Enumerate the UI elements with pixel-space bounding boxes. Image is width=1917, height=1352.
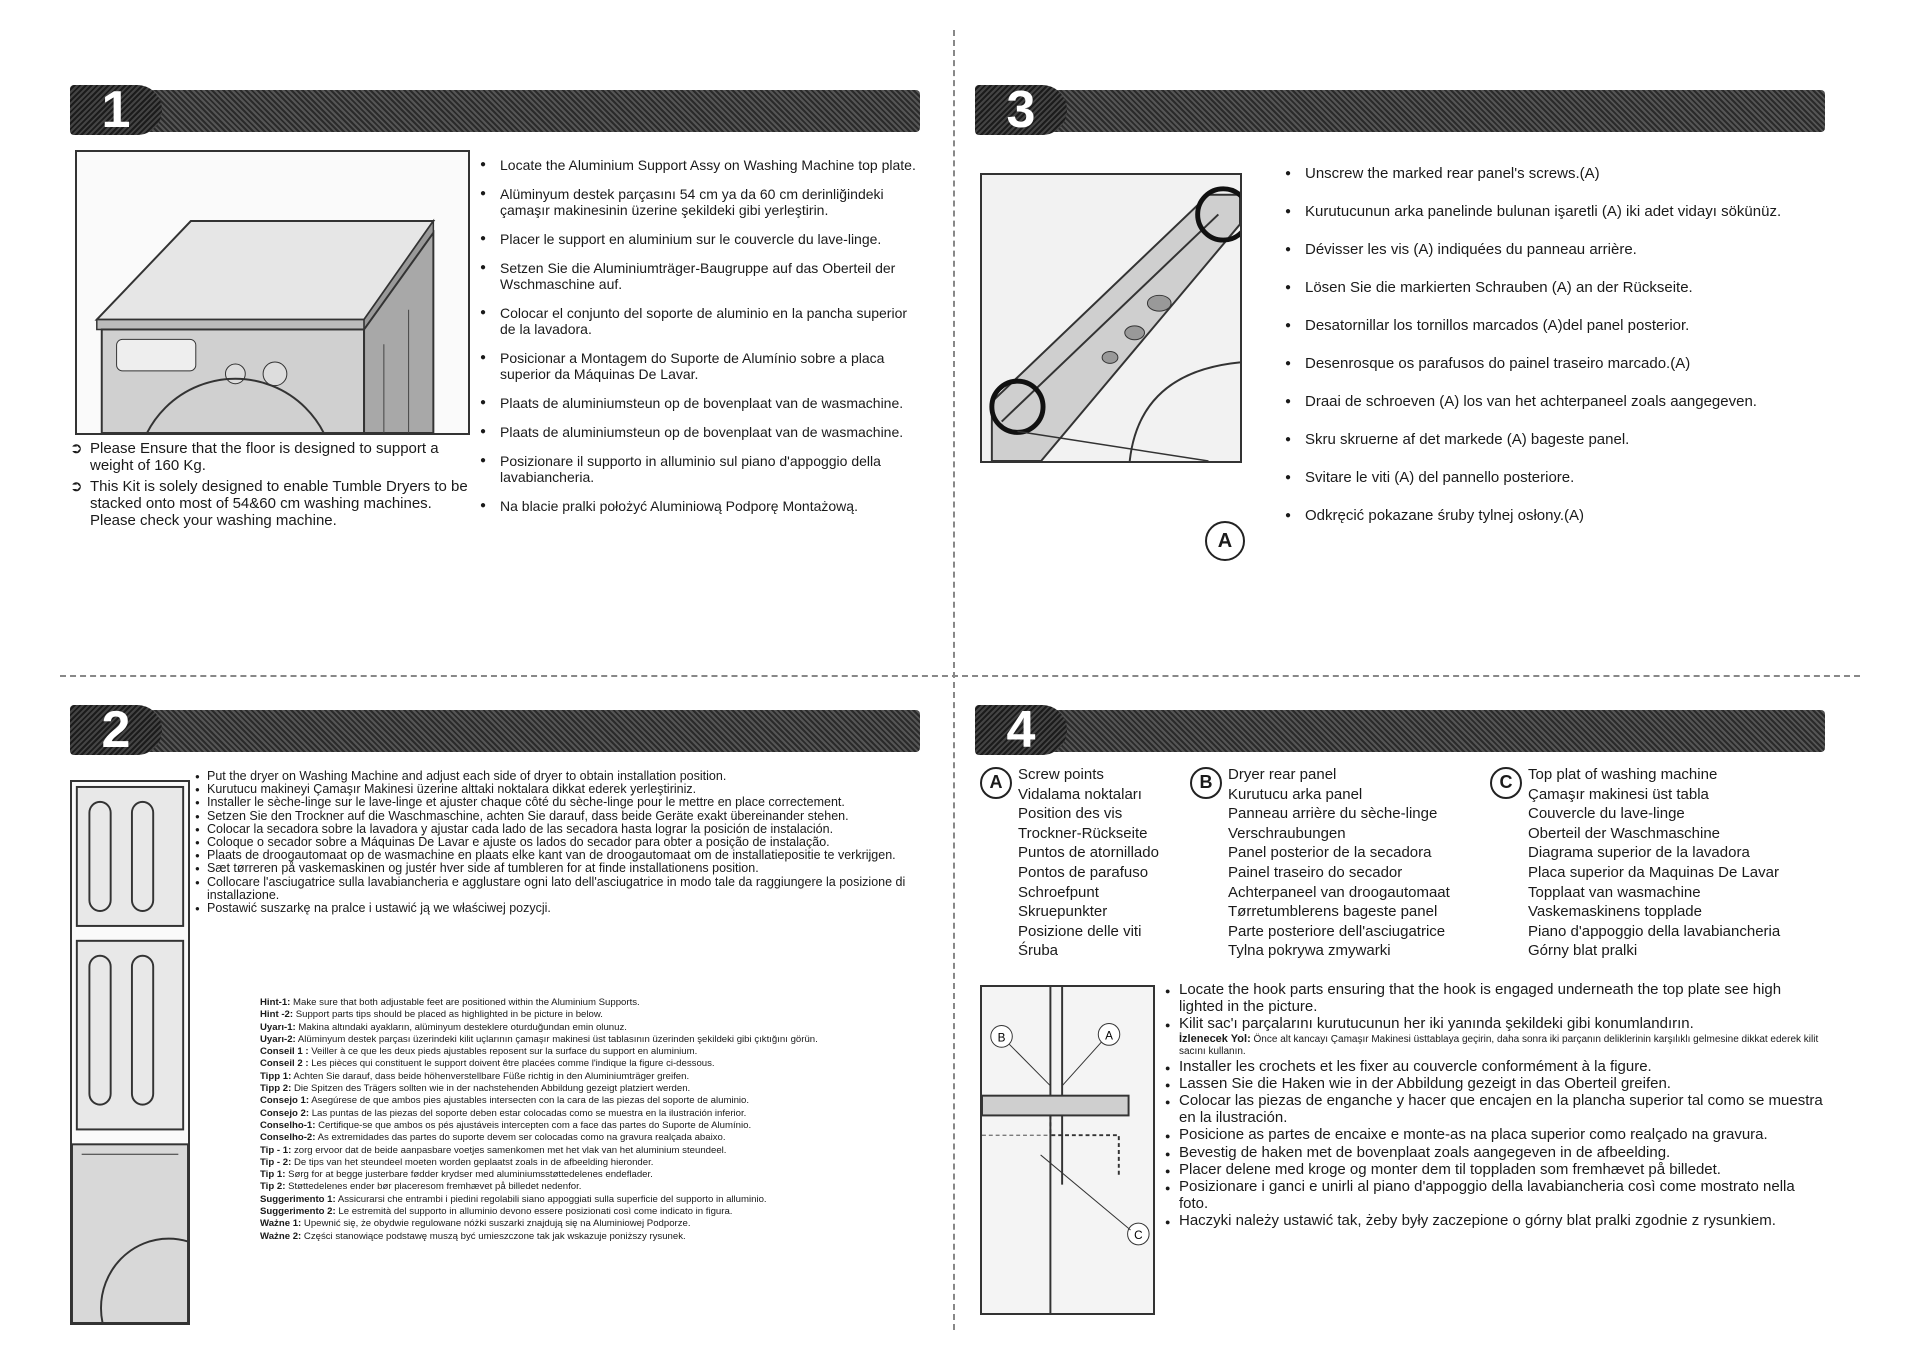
instruction-it: ● Collocare l'asciugatrice sulla lavabiancheria e agglustare ogni lato dell'asciugatrice in modo tale da raggiungere la posizione di installazione. — [195, 876, 920, 902]
instruction-es: ● Colocar la secadora sobre la lavadora y ajustar cada lado de las secadora hasta lograr la posición de instalación. — [195, 823, 920, 836]
legend-b — [1190, 765, 1480, 961]
callout-a: A — [1205, 521, 1245, 561]
instruction-tr: ● Kilit sac'ı parçalarını kurutucunun her iki yanında şekildeki gibi konumlandırın. İzlenecek Yol: Önce alt kancayı Çamaşır Makinesi üsttablaya geçirin, daha sonra iki parçanın deliklerinin karşılıklı gelmesine dikkat ederek kilit sacını kullanın. — [1165, 1015, 1825, 1057]
instruction-da: ● Skru skruerne af det markede (A) bageste panel. — [1285, 431, 1825, 449]
tr-sub-note: İzlenecek Yol: Önce alt kancayı Çamaşır Makinesi üsttablaya geçirin, daha sonra iki parçanın deliklerinin karşılıklı gelmesine dikkat ederek kilit sacını kullanın. — [1179, 1032, 1819, 1057]
legend-item: Puntos de atornillado — [1018, 844, 1159, 862]
instruction-fr: ● Installer les crochets et les fixer au couvercle conformément à la figure. — [1165, 1058, 1825, 1075]
hint-row: Tip - 2: De tips van het steundeel moeten worden geplaatst zoals in de afbeelding hieronder. — [260, 1156, 654, 1168]
legend-a — [980, 765, 1220, 961]
legend-item: Screw points — [1018, 766, 1104, 783]
legend-item: Górny blat pralki — [1528, 942, 1638, 960]
step-1-notes — [70, 440, 470, 533]
instruction-en: ● Locate the Aluminium Support Assy on Washing Machine top plate. — [480, 157, 920, 173]
instruction-it: ● Posizionare il supporto in alluminio sul piano d'appoggio della lavabiancheria. — [480, 453, 920, 485]
legend-letter: A — [980, 767, 1012, 799]
hint-row: Ważne 2: Części stanowiące podstawę muszą być umieszczone tak jak wskazuje poniższy rysunek. — [260, 1230, 686, 1242]
legend-item: Position des vis — [1018, 805, 1123, 823]
legend-item: Topplaat van wasmachine — [1528, 883, 1701, 901]
instruction-es: ● Desatornillar los tornillos marcados (A)del panel posterior. — [1285, 317, 1825, 335]
step-2-hints — [260, 997, 920, 1243]
hint-row: Suggerimento 2: Le estremità del supporto in alluminio devono essere posizionati così come indicato in figura. — [260, 1206, 733, 1218]
instruction-pl: ● Postawić suszarkę na pralce i ustawić ją we właściwej pozycji. — [195, 902, 920, 915]
legend-item: Dryer rear panel — [1228, 766, 1337, 783]
hook-detail-illustration — [980, 985, 1155, 1315]
header-bar — [145, 90, 920, 132]
svg-text:B: B — [997, 1031, 1006, 1045]
step-number: 2 — [70, 705, 162, 755]
hint-row: Tipp 1: Achten Sie darauf, dass beide höhenverstellbare Füße richtig in den Aluminiumträger greifen. — [260, 1070, 690, 1082]
header-bar — [1050, 710, 1825, 752]
kit-compatibility-note: ➲ This Kit is solely designed to enable Tumble Dryers to be stacked onto most of 54&60 cm washing machines. Please check your washing machine. — [70, 478, 470, 529]
hint-row: Uyarı-1: Makina altındaki ayakların, alüminyum desteklere oturduğundan emin olunuz. — [260, 1021, 627, 1033]
instruction-de: ● Setzen Sie den Trockner auf die Waschmaschine, achten Sie darauf, dass beide Geräte exakt übereinander stehen. — [195, 810, 920, 823]
instruction-it: ● Posizionare i ganci e unirli al piano d'appoggio della lavabiancheria così come mostrato nella foto. — [1165, 1178, 1825, 1212]
legend-item: Panel posterior de la secadora — [1228, 844, 1432, 862]
instruction-it: ● Svitare le viti (A) del pannello posteriore. — [1285, 469, 1825, 487]
instruction-pl: ● Haczyki należy ustawić tak, żeby były zaczepione o górny blat pralki zgodnie z rysunkiem. — [1165, 1212, 1825, 1229]
svg-text:C: C — [1134, 1228, 1143, 1242]
legend-item: Verschraubungen — [1228, 824, 1346, 842]
hint-row: Consejo 1: Asegúrese de que ambos pies ajustables intersecten con la cara de las piezas del soporte de aluminio. — [260, 1095, 750, 1107]
instruction-de: ● Setzen Sie die Aluminiumträger-Baugruppe auf das Oberteil der Wschmaschine auf. — [480, 260, 920, 292]
legend-item: Trockner-Rückseite — [1018, 824, 1148, 842]
instruction-en: ● Unscrew the marked rear panel's screws.(A) — [1285, 165, 1825, 183]
dryer-rear-panel-illustration — [980, 173, 1242, 463]
hint-row: Suggerimento 1: Assicurarsi che entrambi i piedini regolabili siano appoggiati sulla superficie del supporto in alluminio. — [260, 1193, 767, 1205]
step-number: 1 — [70, 85, 162, 135]
instruction-pl: ● Odkręcić pokazane śruby tylnej osłony.(A) — [1285, 507, 1825, 525]
legend-item: Panneau arrière du sèche-linge — [1228, 805, 1438, 823]
legend-item: Posizione delle viti — [1018, 922, 1142, 940]
hint-row: Hint-1: Make sure that both adjustable feet are positioned within the Aluminium Supports. — [260, 997, 640, 1008]
step-number: 4 — [975, 705, 1067, 755]
legend-item: Parte posteriore dell'asciugatrice — [1228, 922, 1446, 940]
hint-row: Tipp 2: Die Spitzen des Trägers sollten wie in der nachstehenden Abbildung gezeigt platziert werden. — [260, 1083, 691, 1095]
legend-c — [1490, 765, 1830, 961]
legend-item: Painel traseiro do secador — [1228, 863, 1403, 881]
legend-item: Oberteil der Waschmaschine — [1528, 824, 1721, 842]
hint-row: Tip 2: Støttedelenes ender bør placeresom fremhævet på billedet nedenfor. — [260, 1181, 582, 1193]
instruction-de: ● Lassen Sie die Haken wie in der Abbildung gezeigt in das Oberteil greifen. — [1165, 1075, 1825, 1092]
hint-row: Conseil 2 : Les pièces qui constituent le support doivent être placées comme l'indique la figure ci-dessous. — [260, 1058, 715, 1070]
vertical-cut-line — [953, 30, 955, 1330]
hint-row: Ważne 1: Upewnić się, że obydwie regulowane nóżki suszarki znajdują się na Aluminiowej Podporze. — [260, 1218, 691, 1230]
legend-letter: B — [1190, 767, 1222, 799]
legend-item: Diagrama superior de la lavadora — [1528, 844, 1750, 862]
instruction-pt: ● Posicione as partes de encaixe e monte-as na placa superior como realçado na gravura. — [1165, 1126, 1825, 1143]
legend-item: Kurutucu arka panel — [1228, 785, 1363, 803]
legend-item: Piano d'appoggio della lavabiancheria — [1528, 922, 1781, 940]
instruction-nl: ● Bevestig de haken met de bovenplaat zoals aangegeven in de afbeelding. — [1165, 1144, 1825, 1161]
step-2-header — [70, 701, 920, 759]
step-4-instructions — [1165, 981, 1825, 1230]
legend-item: Skruepunkter — [1018, 903, 1108, 921]
step-3-header — [975, 81, 1825, 139]
svg-text:A: A — [1105, 1029, 1113, 1043]
instruction-tr: ● Kurutucu makineyi Çamaşır Makinesi üzerine alttaki noktalara dikkat ederek yerleştiriniz. — [195, 783, 920, 796]
instruction-en: ● Locate the hook parts ensuring that the hook is engaged underneath the top plate see high lighted in the picture. — [1165, 981, 1825, 1015]
legend-item: Placa superior da Maquinas De Lavar — [1528, 863, 1779, 881]
instruction-da: ● Placer delene med kroge og monter dem til toppladen som fremhævet på billedet. — [1165, 1161, 1825, 1178]
legend-item: Vaskemaskinens topplade — [1528, 903, 1702, 921]
legend-item: Couvercle du lave-linge — [1528, 805, 1685, 823]
instruction-tr: ● Alüminyum destek parçasını 54 cm ya da 60 cm derinliğindeki çamaşır makinesinin üzerine şekildeki gibi yerleştirin. — [480, 186, 920, 218]
washing-machine-support-illustration — [75, 150, 470, 435]
step-4-panel — [975, 701, 1825, 1325]
instruction-de: ● Lösen Sie die markierten Schrauben (A) an der Rückseite. — [1285, 279, 1825, 297]
hint-row: Uyarı-2: Alüminyum destek parçası üzerindeki kilit uçlarının çamaşır makinesi üst tablasının üzerinden şekildeki gibi çıktığını görün. — [260, 1033, 818, 1045]
instruction-en: ● Put the dryer on Washing Machine and adjust each side of dryer to obtain installation position. — [195, 770, 920, 783]
hint-row: Conselho-1: Certifique-se que ambos os pés ajustáveis intercepten com a face das partes do Suporte de Alumínio. — [260, 1119, 752, 1131]
instruction-fr: ● Dévisser les vis (A) indiquées du panneau arrière. — [1285, 241, 1825, 259]
instruction-nl: ● Draai de schroeven (A) los van het achterpaneel zoals aangegeven. — [1285, 393, 1825, 411]
instruction-es: ● Colocar las piezas de enganche y hacer que encajen en la plancha superior tal como se muestra en la ilustración. — [1165, 1092, 1825, 1126]
legend-item: Śruba — [1018, 942, 1059, 960]
instruction-tr: ● Kurutucunun arka panelinde bulunan işaretli (A) iki adet vidayı sökünüz. — [1285, 203, 1825, 221]
floor-weight-note: ➲ Please Ensure that the floor is designed to support a weight of 160 Kg. — [70, 440, 470, 474]
instruction-da: ● Plaats de aluminiumsteun op de bovenplaat van de wasmachine. — [480, 424, 920, 440]
step-2-panel — [70, 701, 920, 1325]
hint-row: Conseil 1 : Veiller à ce que les deux pieds ajustables reposent sur la surface du support en aluminium. — [260, 1046, 698, 1058]
step-1-header — [70, 81, 920, 139]
instruction-pl: ● Na blacie pralki położyć Aluminiową Podporę Montażową. — [480, 498, 920, 514]
hint-row: Conselho-2: As extremidades das partes do suporte devem ser colocadas como na gravura realçada abaixo. — [260, 1132, 726, 1144]
legend-letter: C — [1490, 767, 1522, 799]
step-2-instructions — [195, 770, 920, 915]
hint-row: Tip 1: Sørg for at begge justerbare fødder krydser med aluminiumsstøttedelenes endeflader. — [260, 1169, 653, 1181]
legend-item: Tørretumblerens bageste panel — [1228, 903, 1438, 921]
step-number: 3 — [975, 85, 1067, 135]
header-bar — [1050, 90, 1825, 132]
hint-row: Consejo 2: Las puntas de las piezas del soporte deben estar colocadas como se muestra en la ilustración inferior. — [260, 1107, 747, 1119]
instruction-nl: ● Plaats de droogautomaat op de wasmachine en plaats elke kant van de droogautomaat om de installatiepositie te verkrijgen. — [195, 849, 920, 862]
legend-item: Tylna pokrywa zmywarki — [1228, 942, 1391, 960]
step-1-instructions — [480, 157, 920, 527]
legend-item: Achterpaneel van droogautomaat — [1228, 883, 1450, 901]
hint-row: Hint -2: Support parts tips should be placed as highlighted in be picture in below. — [260, 1009, 603, 1021]
instruction-fr: ● Installer le sèche-linge sur le lave-linge et ajuster chaque côté du sèche-linge pour le mettre en place correctement. — [195, 796, 920, 809]
instruction-pt: ● Coloque o secador sobre a Máquinas De Lavar e ajuste os lados do secador para obter a posição de instalação. — [195, 836, 920, 849]
legend-item: Schroefpunt — [1018, 883, 1099, 901]
stacked-dryer-illustration — [70, 780, 190, 1325]
instruction-pt: ● Posicionar a Montagem do Suporte de Alumínio sobre a placa superior da Máquinas De Lavar. — [480, 350, 920, 382]
horizontal-cut-line — [60, 675, 1860, 677]
step-3-panel — [975, 81, 1825, 625]
instruction-nl: ● Plaats de aluminiumsteun op de bovenplaat van de wasmachine. — [480, 395, 920, 411]
hint-row: Tip - 1: zorg ervoor dat de beide aanpasbare voetjes samenkomen met het vlak van het aluminium steundeel. — [260, 1144, 727, 1156]
legend-item: Top plat of washing machine — [1528, 766, 1718, 783]
step-1-panel — [70, 81, 920, 625]
instruction-da: ● Sæt tørreren på vaskemaskinen og justér hver side af tumbleren for at finde installationens position. — [195, 862, 920, 875]
instruction-es: ● Colocar el conjunto del soporte de aluminio en la pancha superior de la lavadora. — [480, 305, 920, 337]
header-bar — [145, 710, 920, 752]
step-3-instructions — [1285, 165, 1825, 545]
legend-item: Vidalama noktaları — [1018, 785, 1142, 803]
step-4-header — [975, 701, 1825, 759]
legend-item: Pontos de parafuso — [1018, 863, 1149, 881]
instruction-fr: ● Placer le support en aluminium sur le couvercle du lave-linge. — [480, 231, 920, 247]
legend-item: Çamaşır makinesi üst tabla — [1528, 785, 1709, 803]
instruction-pt: ● Desenrosque os parafusos do painel traseiro marcado.(A) — [1285, 355, 1825, 373]
